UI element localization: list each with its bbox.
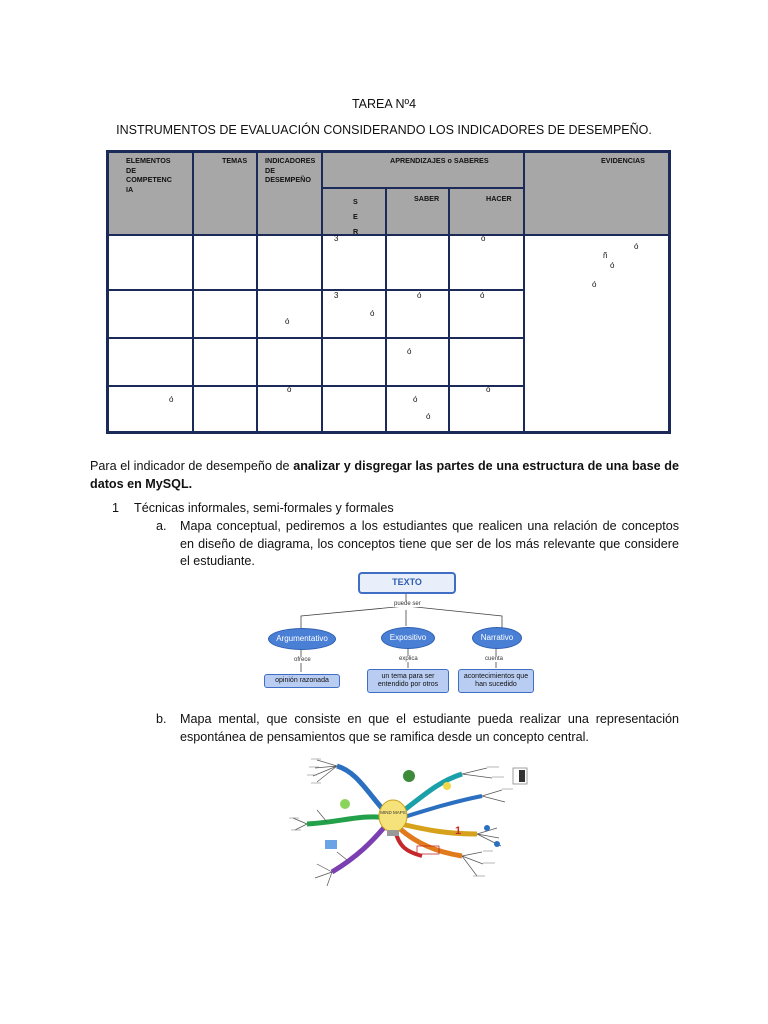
cell-mark: ó [413,395,418,404]
table-cell [108,386,193,432]
list-number: 1 [112,501,120,515]
cell-mark: ó [426,412,431,421]
header-hacer-label: HACER [486,194,512,203]
concept-leaf-opinion: opinión razonada [264,674,340,688]
cell-mark: ó [287,385,292,394]
concept-node-argumentativo: Argumentativo [268,628,336,650]
header-saber-label: SABER [414,194,440,203]
mind-map-number-badge: 1 [455,825,462,837]
table-cell [386,338,449,386]
mind-map-illustration [287,752,531,890]
table-cell [257,338,322,386]
concept-link-label: puede ser [394,601,421,607]
table-cell [386,386,449,432]
cell-mark: ó [169,395,174,404]
mind-map-figure [287,752,531,890]
table-cell [108,235,193,290]
table-cell [193,235,257,290]
table-cell [449,338,524,386]
concept-leaf-acontecimientos: acontecimientos que han sucedido [458,669,534,693]
table-cell [449,290,524,338]
document-title: TAREA Nº4 [351,97,417,111]
concept-node-narrativo: Narrativo [472,627,522,649]
cell-mark: ó [407,347,412,356]
table-cell [322,386,386,432]
cell-mark: ó [486,385,491,394]
cell-mark: 3 [334,291,339,300]
intro-normal-text: Para el indicador de desempeño de [90,459,294,473]
table-cell-evidencias [524,235,669,432]
concept-root-node: TEXTO [358,572,456,594]
concept-verb-explica: explica [399,656,418,662]
table-cell [257,235,322,290]
header-aprendizajes-label: APRENDIZAJES o SABERES [390,156,489,165]
cell-mark: ó [370,309,375,318]
cell-mark: ñ [603,251,608,260]
intro-paragraph [90,458,679,493]
concept-verb-cuenta: cuenta [485,656,504,662]
mind-map-center-label: MIND MAPS [380,810,406,815]
concept-leaf-tema: un tema para ser entendido por otros [367,669,449,693]
header-temas-label: TEMAS [222,156,248,165]
item-a-text: Mapa conceptual, pediremos a los estudiantes que realicen una relación de conceptos en diseño de diagrama, los conceptos tiene que ser de los más relevante que considere el estudiante. [180,519,679,568]
concept-node-expositivo: Expositivo [381,627,435,649]
table-cell [193,386,257,432]
cell-mark: ó [480,291,485,300]
item-a-label: a. [156,519,167,533]
list-item-tecnicas: Técnicas informales, semi-formales y formales [134,501,394,515]
header-elementos-label: ELEMENTOS DE COMPETENC IA [126,156,172,194]
header-ser-label: S E R [353,197,359,236]
table-cell [322,235,386,290]
table-cell [257,290,322,338]
cell-mark: ó [610,261,615,270]
table-cell [193,338,257,386]
concept-map-figure [256,568,529,700]
table-cell [322,290,386,338]
item-b-label: b. [156,712,167,726]
table-cell [386,235,449,290]
item-b-text: Mapa mental, que consiste en que el estudiante pueda realizar una representación espontánea de pensamientos que se ramifica desde un concepto central. [180,712,679,744]
table-cell [108,338,193,386]
header-evidencias-label: EVIDENCIAS [601,156,645,165]
cell-mark: ó [285,317,290,326]
table-cell [449,235,524,290]
table-cell [108,290,193,338]
header-indicadores-label: INDICADORES DE DESEMPEÑO [265,156,316,184]
table-cell [193,290,257,338]
cell-mark: ó [634,242,639,251]
concept-verb-ofrece: ofrece [294,657,311,663]
document-subtitle: INSTRUMENTOS DE EVALUACIÓN CONSIDERANDO LOS INDICADORES DE DESEMPEÑO. [116,123,652,137]
table-cell [322,338,386,386]
cell-mark: ó [592,280,597,289]
cell-mark: ó [417,291,422,300]
cell-mark: 3 [334,234,339,243]
cell-mark: ó [481,234,486,243]
evaluation-table [106,150,671,434]
intro-bold-text: analizar y disgregar las partes de una estructura de una base de datos en MySQL. [90,459,679,491]
header-cell-evidencias [524,152,669,235]
